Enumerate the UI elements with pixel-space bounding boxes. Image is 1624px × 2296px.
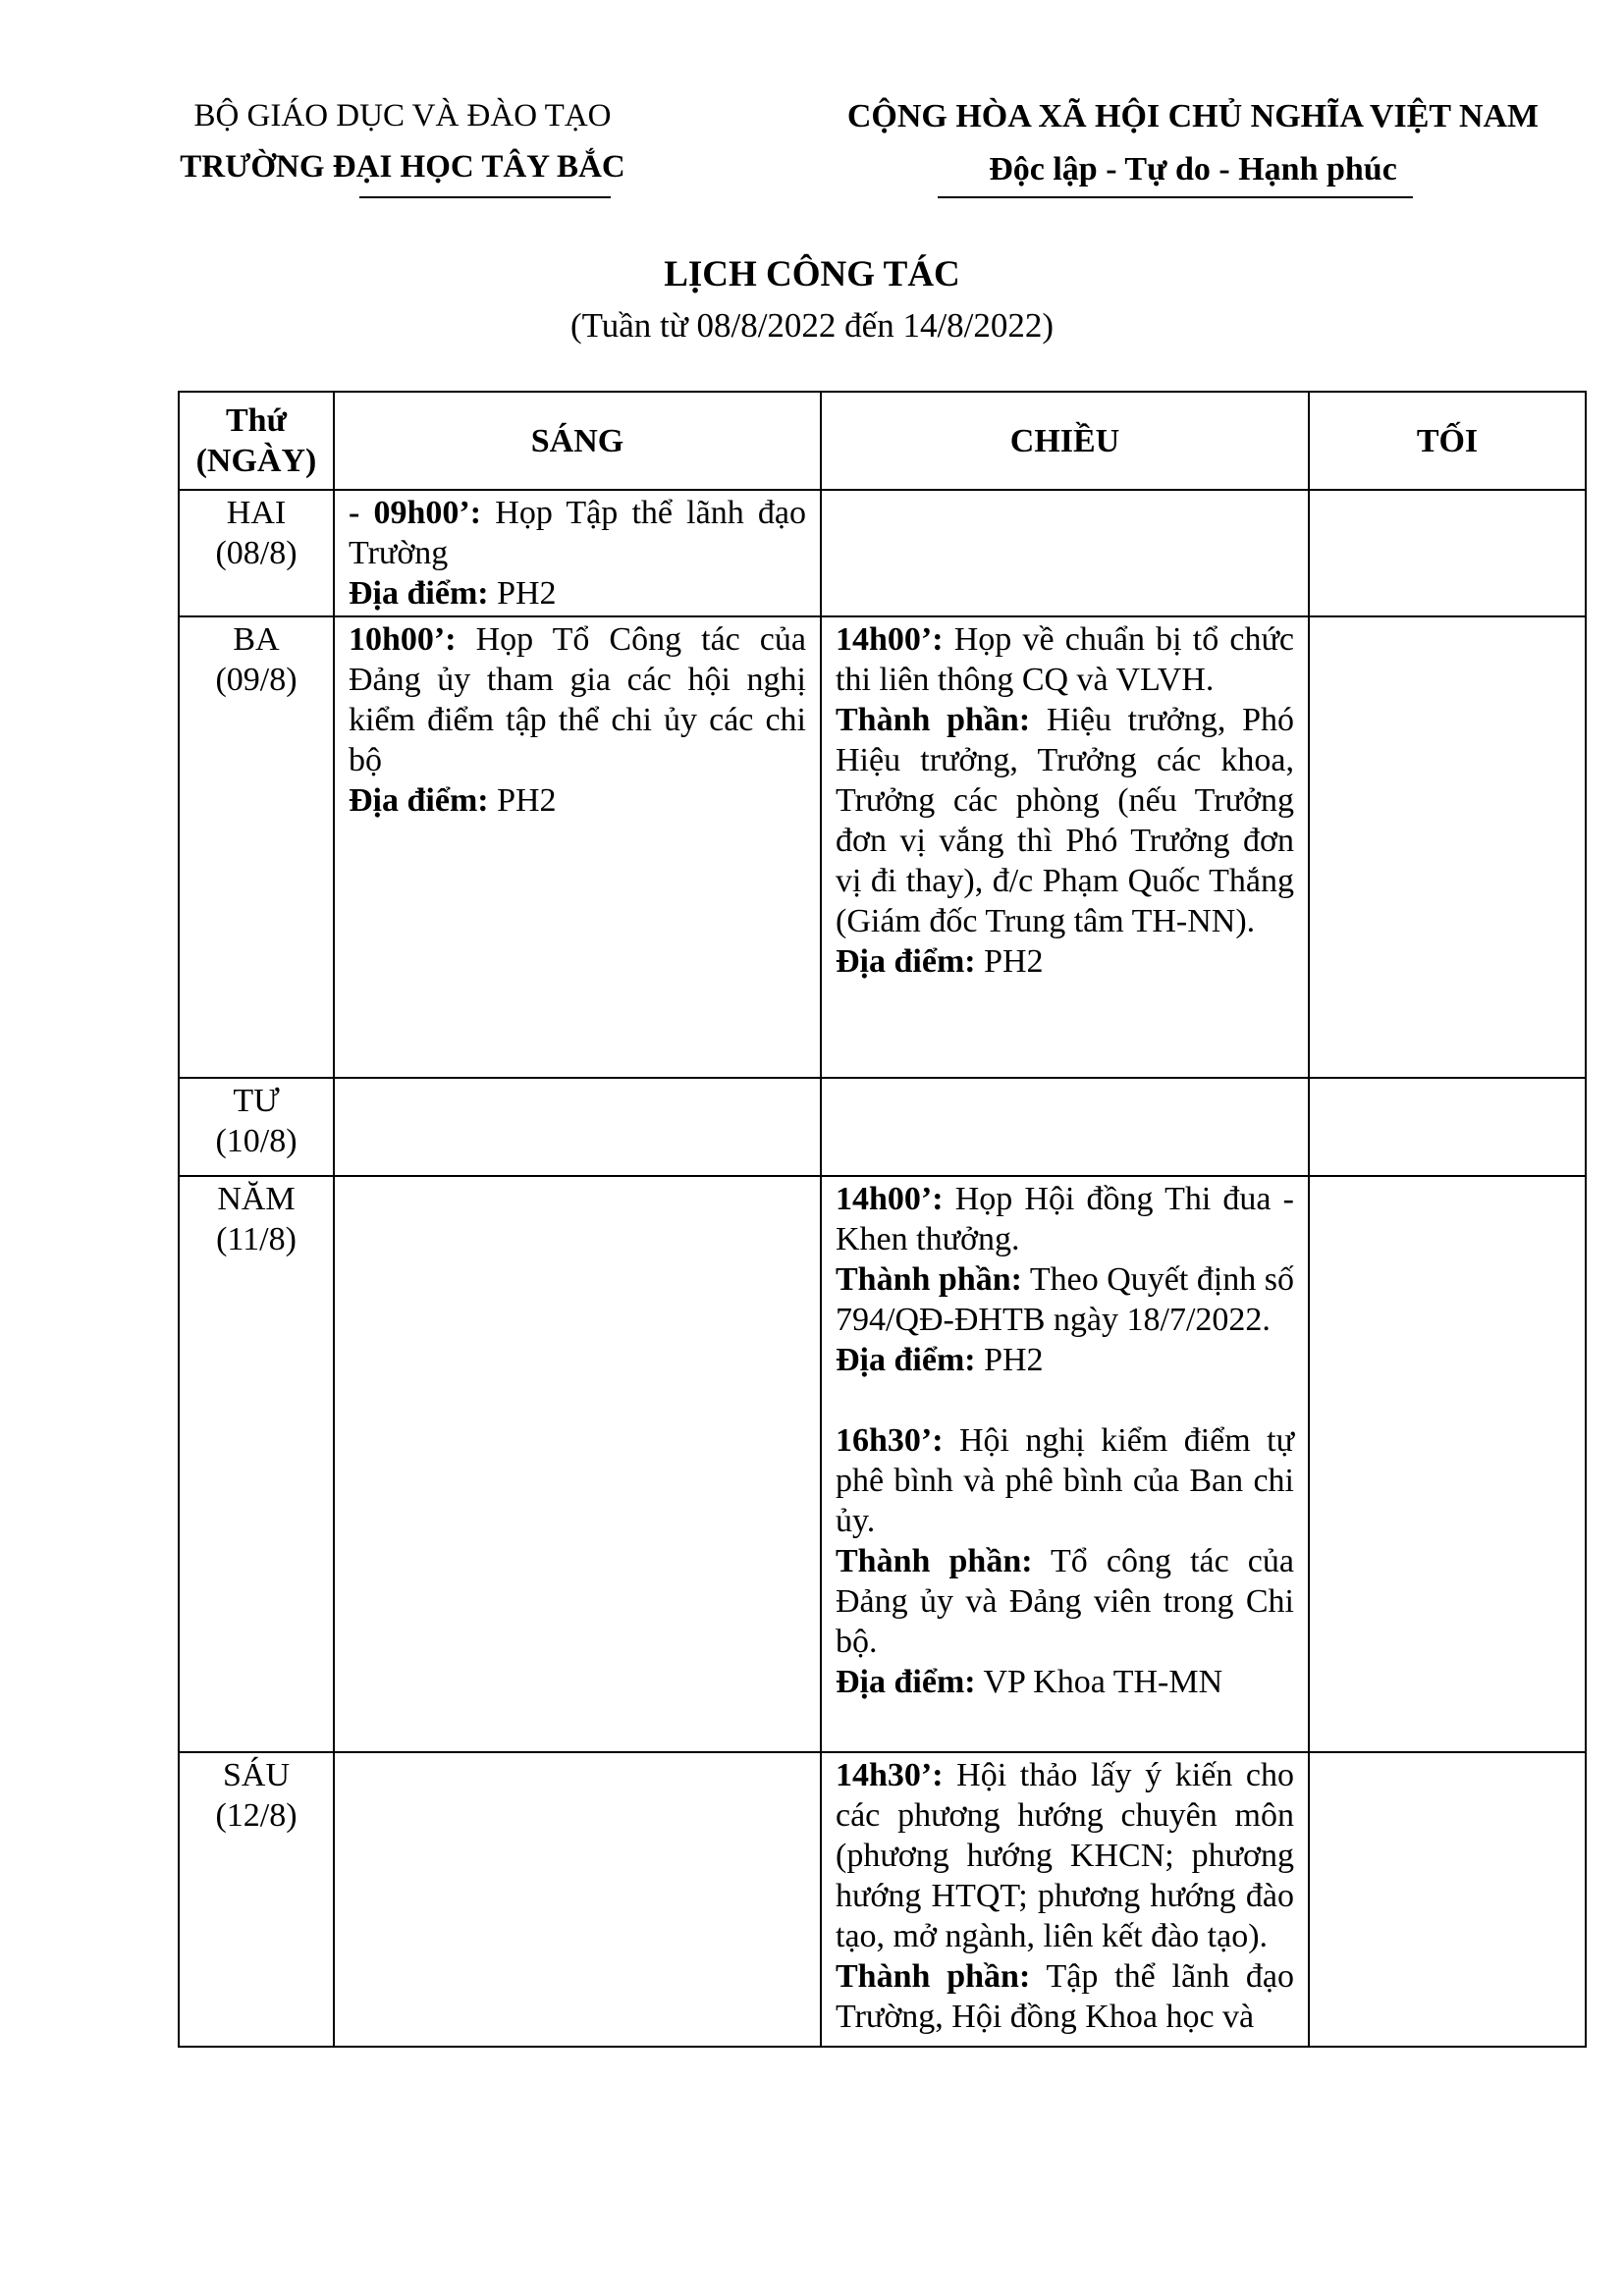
header-day: Thứ (NGÀY) xyxy=(179,392,334,490)
ministry-name: BỘ GIÁO DỤC VÀ ĐÀO TẠO xyxy=(193,98,612,133)
table-row xyxy=(179,1176,1586,1752)
day-cell: TƯ (10/8) xyxy=(179,1078,334,1176)
schedule-table xyxy=(178,391,1587,2048)
evening-cell xyxy=(1309,1752,1586,2047)
document-title: LỊCH CÔNG TÁC xyxy=(664,254,960,294)
evening-cell xyxy=(1309,1078,1586,1176)
header-evening: TỐI xyxy=(1309,392,1586,490)
morning-cell xyxy=(334,1176,821,1752)
national-heading xyxy=(805,90,1581,196)
morning-cell xyxy=(334,1078,821,1176)
university-name: TRƯỜNG ĐẠI HỌC TÂY BẮC xyxy=(180,149,625,185)
afternoon-cell: 14h00’: Họp về chuẩn bị tổ chức thi liên thông CQ và VLVH. Thành phần: Hiệu trưởng, Phó Hiệu trưởng, Trưởng các khoa, Trưởng các phòng (nếu Trưởng đơn vị vắng thì Phó Trưởng đơn vị đi thay), đ/c Phạm Quốc Thắng (Giám đốc Trung tâm TH-NN). Địa điểm: PH2 xyxy=(821,616,1309,1078)
entry-spacer xyxy=(836,1380,1294,1420)
morning-cell xyxy=(334,1752,821,2047)
day-cell: BA (09/8) xyxy=(179,616,334,1078)
document-subtitle: (Tuần từ 08/8/2022 đến 14/8/2022) xyxy=(569,306,1055,345)
evening-cell xyxy=(1309,616,1586,1078)
country-name: CỘNG HÒA XÃ HỘI CHỦ NGHĨA VIỆT NAM xyxy=(846,98,1540,134)
afternoon-cell xyxy=(821,1078,1309,1176)
evening-cell xyxy=(1309,1176,1586,1752)
table-row xyxy=(179,616,1586,1078)
header-right-underline xyxy=(938,196,1413,198)
day-cell: SÁU (12/8) xyxy=(179,1752,334,2047)
header-left-underline xyxy=(359,196,611,198)
morning-cell: 10h00’: Họp Tổ Công tác của Đảng ủy tham gia các hội nghị kiểm điểm tập thể chi ủy các chi bộ Địa điểm: PH2 xyxy=(334,616,821,1078)
table-row xyxy=(179,1752,1586,2047)
table-header-row xyxy=(179,392,1586,490)
header-morning: SÁNG xyxy=(334,392,821,490)
afternoon-cell: 14h00’: Họp Hội đồng Thi đua - Khen thưởng. Thành phần: Theo Quyết định số 794/QĐ-ĐHTB ngày 18/7/2022. Địa điểm: PH2 16h30’: Hội nghị kiểm điểm tự phê bình và phê bình của Ban chi ủy. Thành phần: Tổ công tác của Đảng ủy và Đảng viên trong Chi bộ. Địa điểm: VP Khoa TH-MN xyxy=(821,1176,1309,1752)
header-afternoon: CHIỀU xyxy=(821,392,1309,490)
morning-cell: - 09h00’: Họp Tập thể lãnh đạo Trường Địa điểm: PH2 xyxy=(334,490,821,616)
table-row xyxy=(179,490,1586,616)
issuing-agency xyxy=(147,90,658,192)
afternoon-cell xyxy=(821,490,1309,616)
evening-cell xyxy=(1309,490,1586,616)
national-motto: Độc lập - Tự do - Hạnh phúc xyxy=(989,151,1397,187)
table-row xyxy=(179,1078,1586,1176)
day-cell: NĂM (11/8) xyxy=(179,1176,334,1752)
afternoon-cell: 14h30’: Hội thảo lấy ý kiến cho các phương hướng chuyên môn (phương hướng KHCN; phương hướng HTQT; phương hướng đào tạo, mở ngành, liên kết đào tạo). Thành phần: Tập thể lãnh đạo Trường, Hội đồng Khoa học và xyxy=(821,1752,1309,2047)
day-cell: HAI (08/8) xyxy=(179,490,334,616)
